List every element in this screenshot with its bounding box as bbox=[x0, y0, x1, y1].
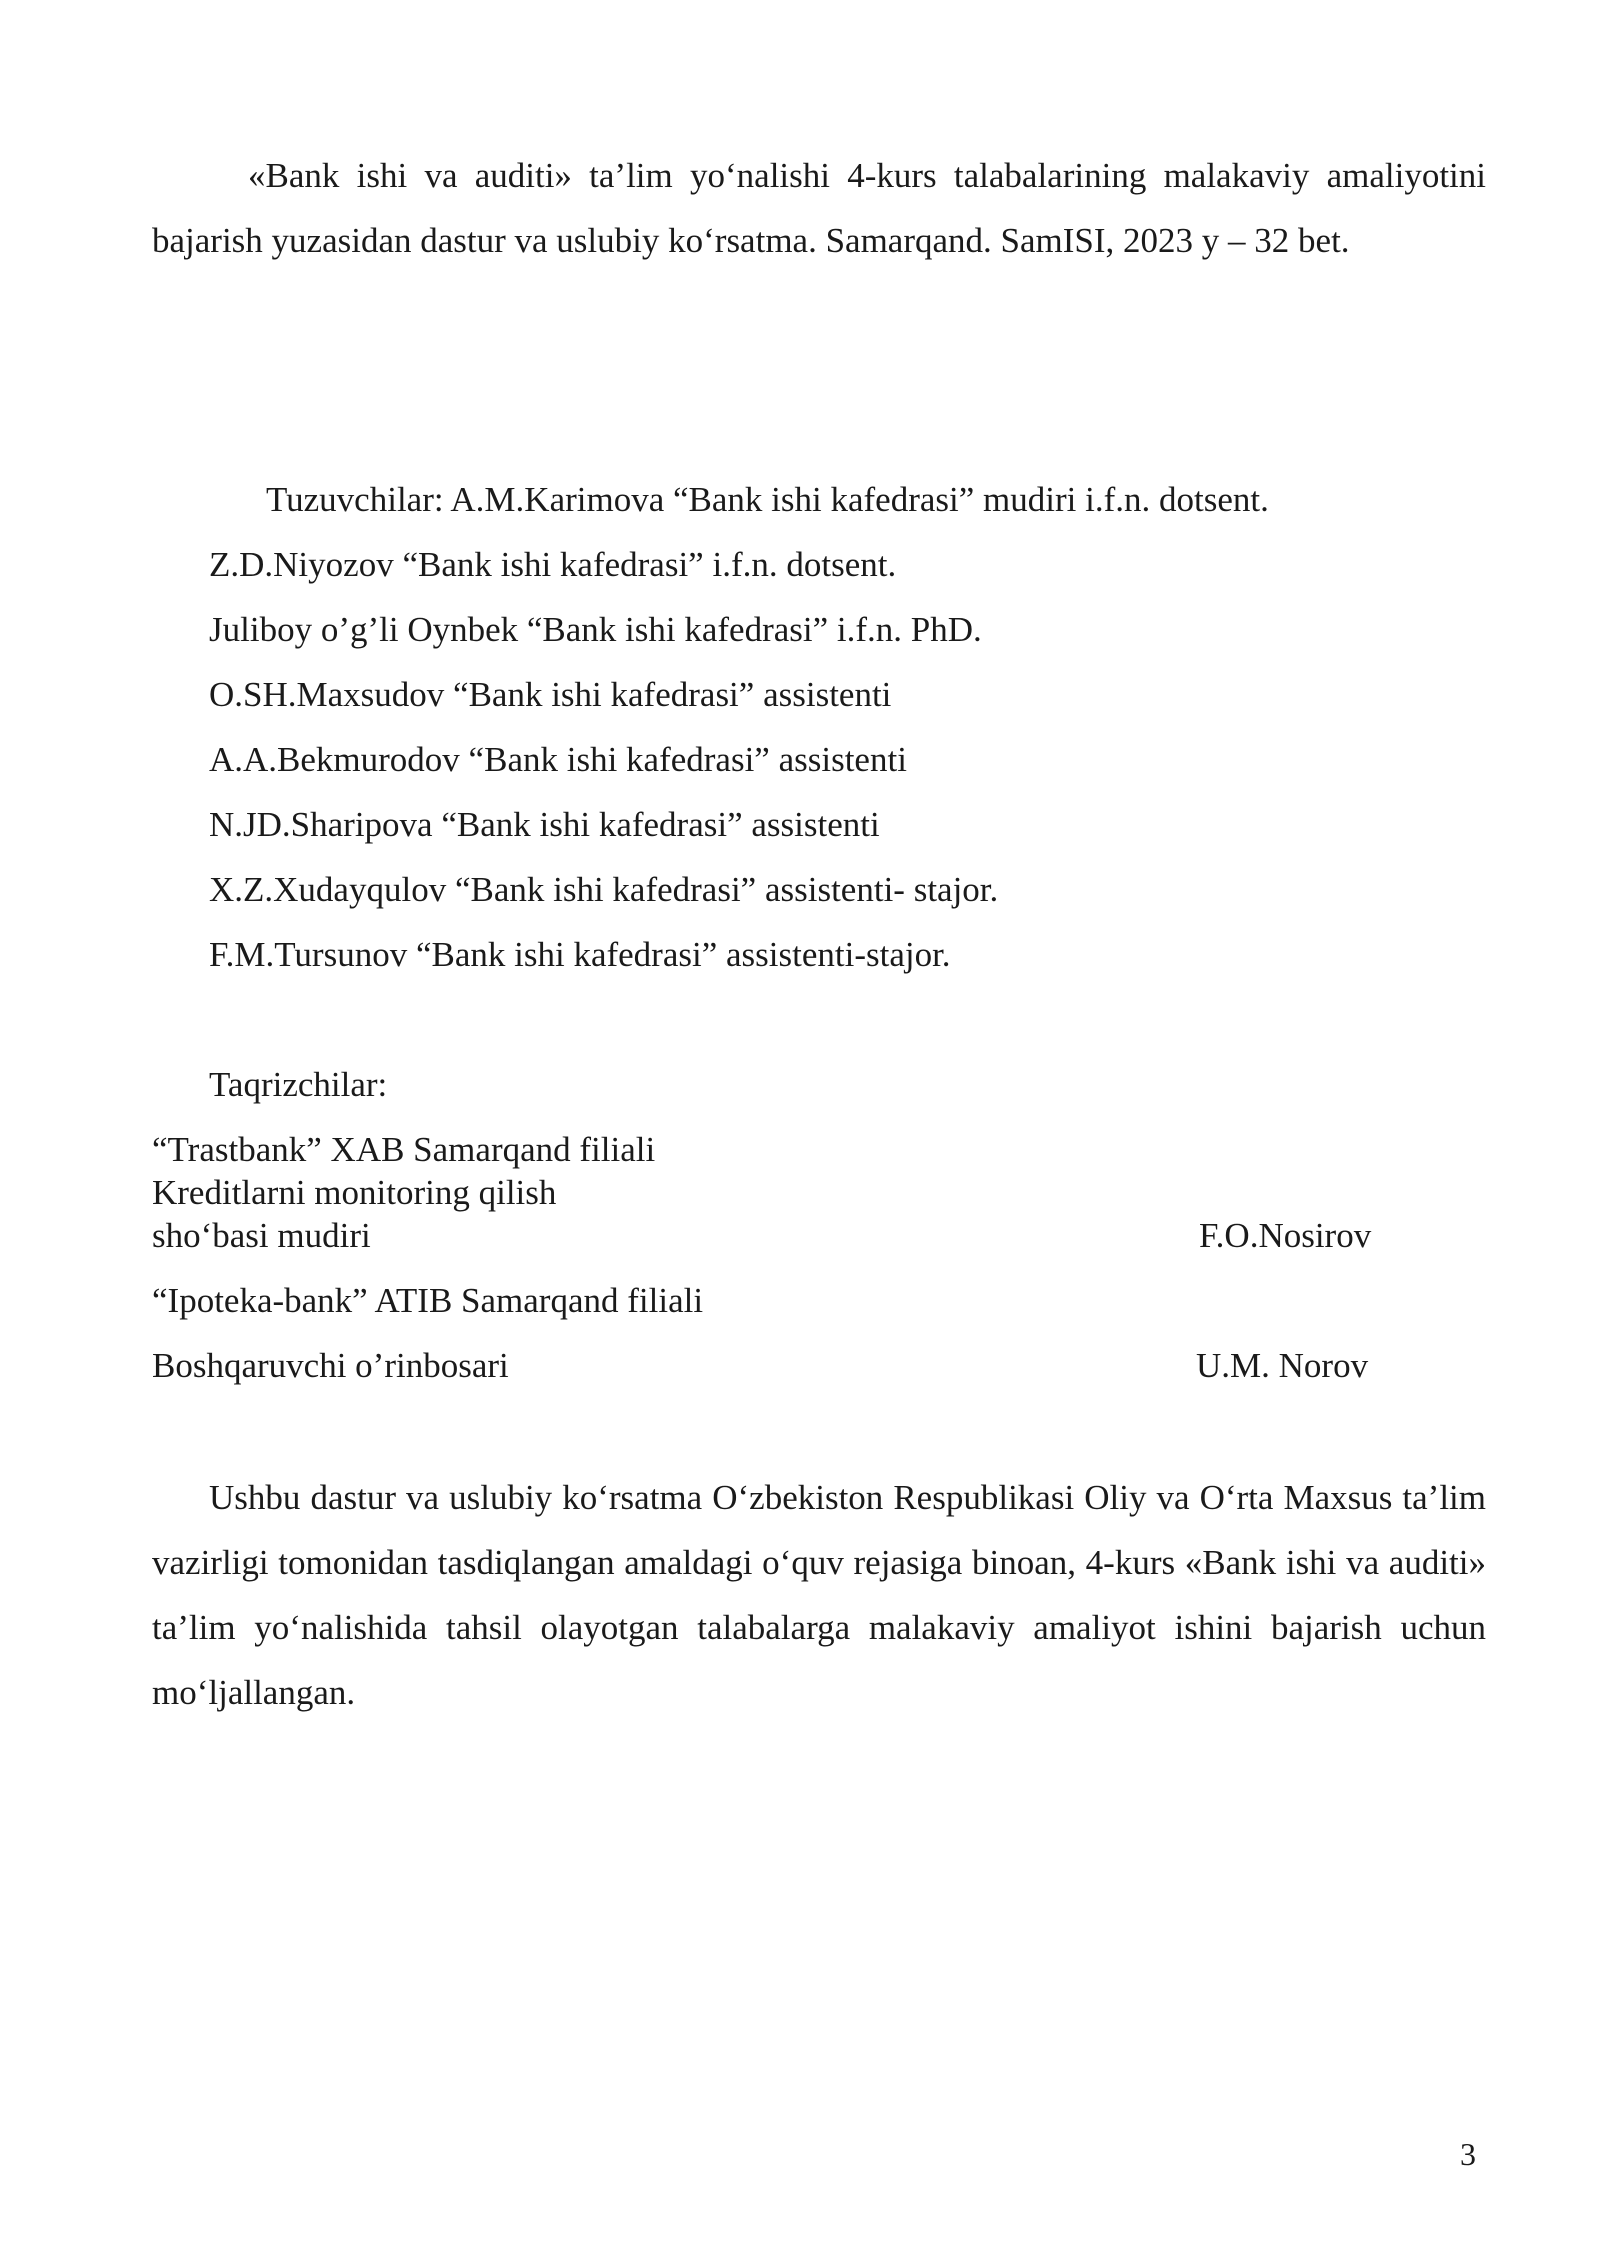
reviewer1-org-line1: “Trastbank” XAB Samarqand filiali bbox=[152, 1130, 656, 1169]
reviewer1-org-line2: Kreditlarni monitoring qilish bbox=[152, 1173, 557, 1212]
closing-paragraph: Ushbu dastur va uslubiy ko‘rsatma O‘zbekiston Respublikasi Oliy va O‘rta Maxsus ta’lim vazirligi tomonidan tasdiqlangan amaldagi o‘quv rejasiga binoan, 4-kurs «Bank ishi va auditi» ta’lim yo‘nalishida tahsil olayotgan talabalarga malakaviy amaliyot ishini bajarish uchun mo‘ljallangan. bbox=[152, 1478, 1486, 1712]
reviewer2-position: Boshqaruvchi o’rinbosari bbox=[152, 1346, 509, 1385]
compiler-line: O.SH.Maxsudov “Bank ishi kafedrasi” assistenti bbox=[209, 675, 892, 714]
compiler-line: Juliboy o’g’li Oynbek “Bank ishi kafedrasi” i.f.n. PhD. bbox=[209, 610, 982, 649]
reviewer2-org-line1: “Ipoteka-bank” ATIB Samarqand filiali bbox=[152, 1281, 704, 1320]
compiler-line: A.A.Bekmurodov “Bank ishi kafedrasi” assistenti bbox=[209, 740, 907, 779]
intro-paragraph: «Bank ishi va auditi» ta’lim yo‘nalishi 4-kurs talabalarining malakaviy amaliyotini bajarish yuzasidan dastur va uslubiy ko‘rsatma. Samarqand. SamISI, 2023 y – 32 bet. bbox=[152, 156, 1486, 260]
reviewer1-position: sho‘basi mudiri bbox=[152, 1216, 371, 1255]
reviewer1-name: F.O.Nosirov bbox=[1199, 1216, 1372, 1255]
reviewer2-name: U.M. Norov bbox=[1196, 1346, 1369, 1385]
compiler-line: F.M.Tursunov “Bank ishi kafedrasi” assistenti-stajor. bbox=[209, 935, 951, 974]
reviewers-heading: Taqrizchilar: bbox=[209, 1065, 388, 1104]
compiler-line: X.Z.Xudayqulov “Bank ishi kafedrasi” assistenti- stajor. bbox=[209, 870, 999, 909]
compiler-line: Z.D.Niyozov “Bank ishi kafedrasi” i.f.n. dotsent. bbox=[209, 545, 897, 584]
page-number: 3 bbox=[1460, 2136, 1476, 2172]
compilers-first-line: Tuzuvchilar: A.M.Karimova “Bank ishi kafedrasi” mudiri i.f.n. dotsent. bbox=[266, 480, 1269, 519]
compiler-line: N.JD.Sharipova “Bank ishi kafedrasi” assistenti bbox=[209, 805, 880, 844]
